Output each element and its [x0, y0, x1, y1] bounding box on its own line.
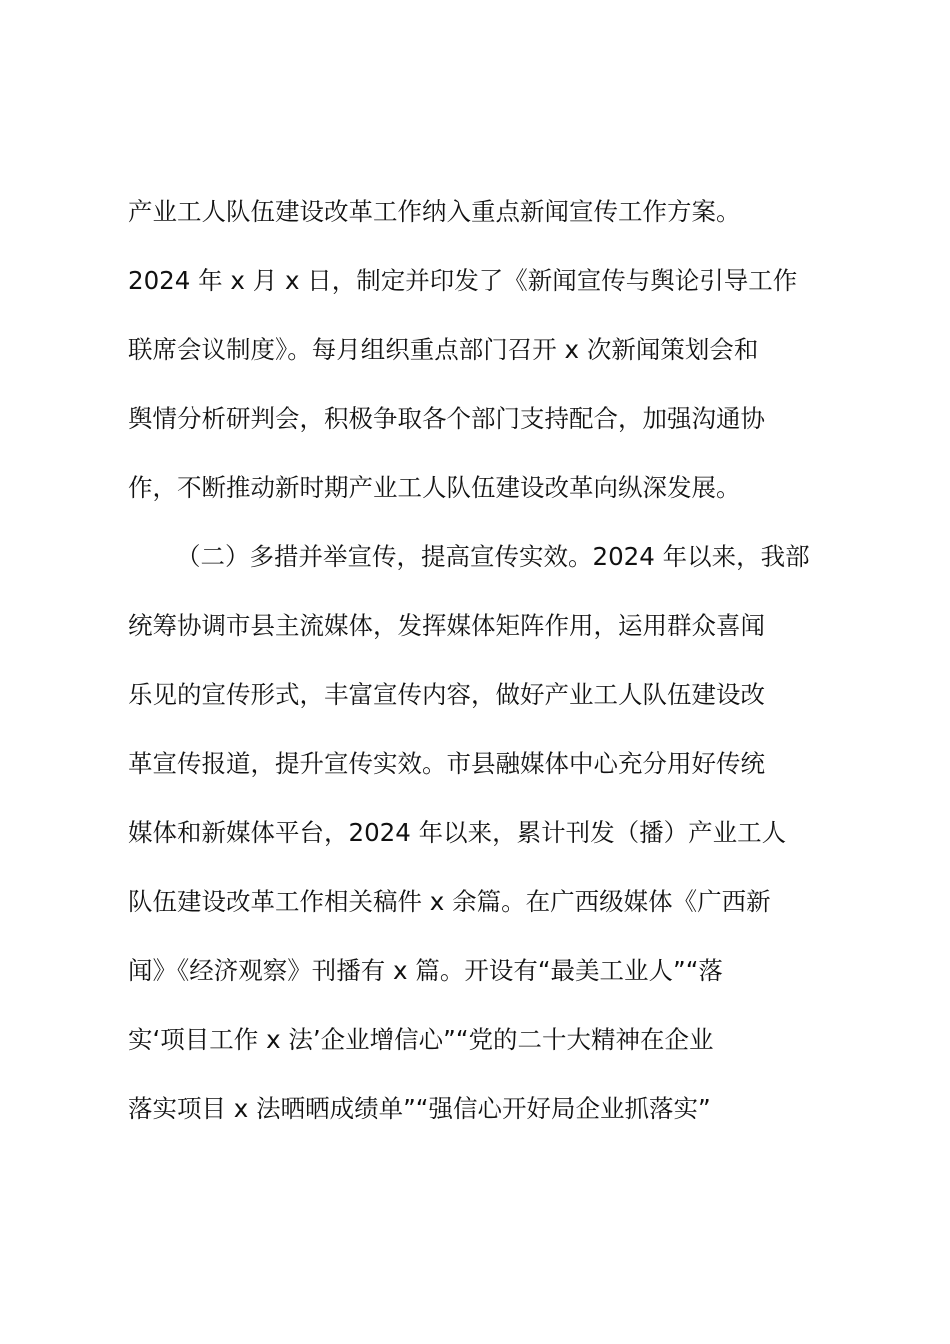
text-line: 闻》《经济观察》刊播有 x 篇。开设有“最美工业人”“落 — [128, 956, 723, 985]
text-line: 乐见的宣传形式，丰富宣传内容，做好产业工人队伍建设改 — [128, 680, 765, 709]
text-line: 2024 年 x 月 x 日，制定并印发了《新闻宣传与舆论引导工作 — [128, 266, 798, 295]
text-line: 媒体和新媒体平台，2024 年以来，累计刊发（播）产业工人 — [128, 818, 787, 847]
paragraph-heading-line: （二）多措并举宣传，提高宣传实效。2024 年以来，我部 — [176, 542, 810, 571]
text-line: 队伍建设改革工作相关稿件 x 余篇。在广西级媒体《广西新 — [128, 887, 771, 916]
text-line: 统筹协调市县主流媒体，发挥媒体矩阵作用，运用群众喜闻 — [128, 611, 765, 640]
text-line: 联席会议制度》。每月组织重点部门召开 x 次新闻策划会和 — [128, 335, 759, 364]
text-line: 落实项目 x 法晒晒成绩单”“强信心开好局企业抓落实” — [128, 1094, 711, 1123]
text-line: 作，不断推动新时期产业工人队伍建设改革向纵深发展。 — [128, 473, 741, 502]
text-line: 革宣传报道，提升宣传实效。市县融媒体中心充分用好传统 — [128, 749, 765, 778]
text-line: 产业工人队伍建设改革工作纳入重点新闻宣传工作方案。 — [128, 197, 741, 226]
text-line: 实‘项目工作 x 法’企业增信心”“党的二十大精神在企业 — [128, 1025, 714, 1054]
text-line: 舆情分析研判会，积极争取各个部门支持配合，加强沟通协 — [128, 404, 765, 433]
